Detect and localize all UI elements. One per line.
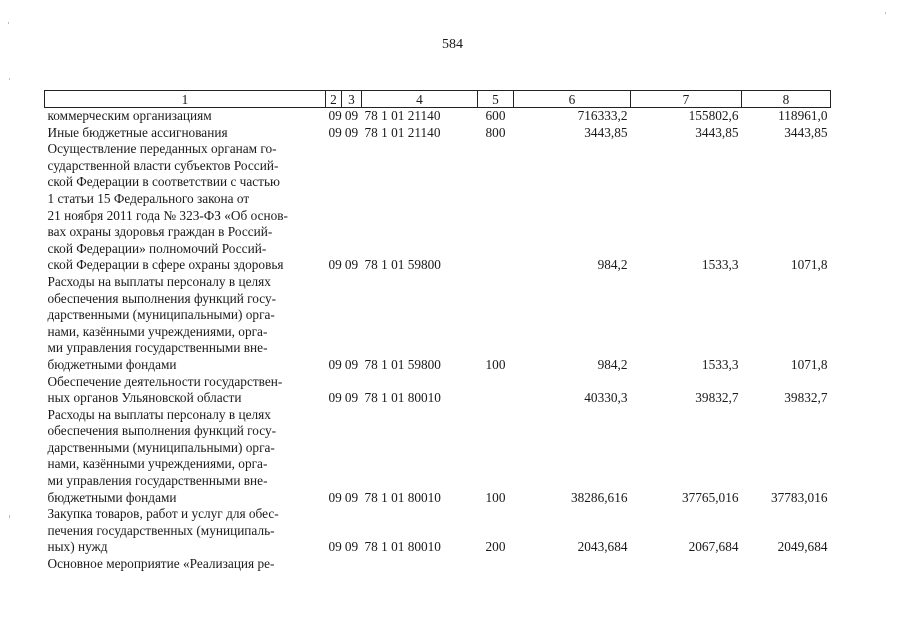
amount-col-7: 155802,6	[688, 108, 739, 123]
amount-col-8: 3443,85	[784, 124, 828, 140]
target-article-code: 78 1 01 21140	[364, 124, 441, 140]
column-header: 6	[514, 91, 631, 108]
subsection-code: 09	[344, 356, 359, 372]
amount-col-7: 2067,684	[688, 539, 739, 555]
expense-type-code: 100	[485, 356, 506, 372]
amount-col-6: 716333,2	[577, 108, 628, 123]
row-description	[45, 407, 326, 507]
table-row	[45, 506, 831, 556]
section-code: 09	[328, 108, 342, 123]
section-code: 09	[328, 356, 342, 372]
amount-col-6: 3443,85	[584, 124, 628, 140]
expense-type-code: 100	[485, 489, 506, 505]
description-line: ской Федерации в соответствии с частью	[47, 174, 280, 190]
subsection-code: 09	[344, 390, 359, 406]
column-header: 8	[742, 91, 831, 108]
description-line: бюджетными фондами	[47, 489, 177, 505]
expense-type-code: 600	[485, 108, 506, 123]
column-header: 3	[342, 91, 362, 108]
row-description	[45, 141, 326, 274]
table-header-row	[45, 91, 831, 108]
description-line: печения государственных (муниципаль-	[47, 522, 275, 538]
amount-col-7: 3443,85	[695, 124, 739, 140]
description-line: дарственными (муниципальными) орга-	[47, 307, 275, 323]
description-line: ской Федерации» полномочий Россий-	[47, 240, 267, 256]
column-header: 2	[326, 91, 342, 108]
section-code	[326, 556, 342, 573]
subsection-code: 09	[344, 124, 359, 140]
description-line: нами, казёнными учреждениями, орга-	[47, 323, 268, 339]
description-line: ской Федерации в сфере охраны здоровья	[47, 257, 284, 273]
section-code: 09	[328, 257, 342, 273]
table-row	[45, 141, 831, 274]
description-line: ных) нужд	[47, 539, 108, 555]
page-number: 584	[442, 37, 463, 52]
amount-col-7	[631, 556, 742, 573]
section-code: 09	[328, 124, 342, 140]
amount-col-7: 1533,3	[701, 356, 739, 372]
scan-speck	[9, 515, 10, 518]
target-article-code: 78 1 01 59800	[364, 257, 441, 273]
scan-speck	[885, 12, 886, 14]
subsection-code: 09	[344, 489, 359, 505]
description-line: нами, казёнными учреждениями, орга-	[47, 456, 268, 472]
table-row	[45, 374, 831, 407]
table-row	[45, 274, 831, 374]
subsection-code: 09	[344, 539, 359, 555]
subsection-code: 09	[344, 108, 359, 123]
expense-type-code: 800	[485, 124, 506, 140]
amount-col-6: 38286,616	[570, 489, 628, 505]
table-body	[45, 108, 831, 573]
amount-col-6: 984,2	[597, 257, 628, 273]
description-line: ми управления государственными вне-	[47, 340, 268, 356]
amount-col-8	[742, 556, 831, 573]
description-line: 21 ноября 2011 года № 323-ФЗ «Об основ-	[47, 207, 288, 223]
target-article-code: 78 1 01 59800	[364, 356, 441, 372]
target-article-code	[362, 556, 478, 573]
table-row	[45, 108, 831, 125]
amount-col-8: 37783,016	[770, 489, 828, 505]
row-description	[45, 125, 326, 142]
column-header: 7	[631, 91, 742, 108]
amount-col-7: 1533,3	[701, 257, 739, 273]
table-row	[45, 125, 831, 142]
column-header: 5	[478, 91, 514, 108]
budget-table	[44, 90, 831, 573]
amount-col-6: 40330,3	[584, 390, 628, 406]
row-description	[45, 556, 326, 573]
amount-col-8: 1071,8	[790, 257, 828, 273]
target-article-code: 78 1 01 80010	[364, 539, 441, 555]
description-line: сударственной власти субъектов Россий-	[47, 157, 279, 173]
description-line: обеспечения выполнения функций госу-	[47, 423, 277, 439]
column-header: 1	[45, 91, 326, 108]
amount-col-8: 39832,7	[784, 390, 828, 406]
amount-col-8: 2049,684	[777, 539, 828, 555]
expense-type-code: 200	[485, 539, 506, 555]
description-line: Иные бюджетные ассигнования	[47, 124, 228, 140]
description-line: Закупка товаров, работ и услуг для обес-	[47, 506, 279, 522]
amount-col-6: 984,2	[597, 356, 628, 372]
section-code: 09	[328, 489, 342, 505]
description-line: коммерческим организациям	[47, 108, 212, 123]
description-line: Обеспечение деятельности государствен-	[47, 373, 283, 389]
table-row	[45, 407, 831, 507]
budget-table-container	[44, 90, 830, 573]
description-line: дарственными (муниципальными) орга-	[47, 439, 275, 455]
subsection-code	[342, 556, 362, 573]
target-article-code: 78 1 01 21140	[364, 108, 441, 123]
table-row	[45, 556, 831, 573]
amount-col-6	[514, 556, 631, 573]
expense-type-code	[478, 556, 514, 573]
amount-col-7: 37765,016	[681, 489, 739, 505]
target-article-code: 78 1 01 80010	[364, 489, 441, 505]
subsection-code: 09	[344, 257, 359, 273]
row-description	[45, 506, 326, 556]
expense-type-code	[478, 374, 514, 407]
amount-col-8: 1071,8	[790, 356, 828, 372]
amount-col-7: 39832,7	[695, 390, 739, 406]
description-line: вах охраны здоровья граждан в Россий-	[47, 224, 273, 240]
description-line: Осуществление переданных органам го-	[47, 141, 277, 157]
description-line: ми управления государственными вне-	[47, 473, 268, 489]
section-code: 09	[328, 539, 342, 555]
amount-col-8: 118961,0	[778, 108, 828, 123]
row-description	[45, 108, 326, 125]
description-line: Расходы на выплаты персоналу в целях	[47, 406, 271, 422]
row-description	[45, 274, 326, 374]
expense-type-code	[478, 141, 514, 274]
scan-speck	[8, 22, 9, 24]
amount-col-6: 2043,684	[577, 539, 628, 555]
description-line: 1 статьи 15 Федерального закона от	[47, 190, 250, 206]
row-description	[45, 374, 326, 407]
description-line: Расходы на выплаты персоналу в целях	[47, 273, 271, 289]
scan-speck	[9, 78, 10, 80]
section-code: 09	[328, 390, 342, 406]
description-line: обеспечения выполнения функций госу-	[47, 290, 277, 306]
description-line: бюджетными фондами	[47, 356, 177, 372]
description-line: ных органов Ульяновской области	[47, 390, 242, 406]
column-header: 4	[362, 91, 478, 108]
target-article-code: 78 1 01 80010	[364, 390, 441, 406]
description-line: Основное мероприятие «Реализация ре-	[47, 556, 275, 572]
